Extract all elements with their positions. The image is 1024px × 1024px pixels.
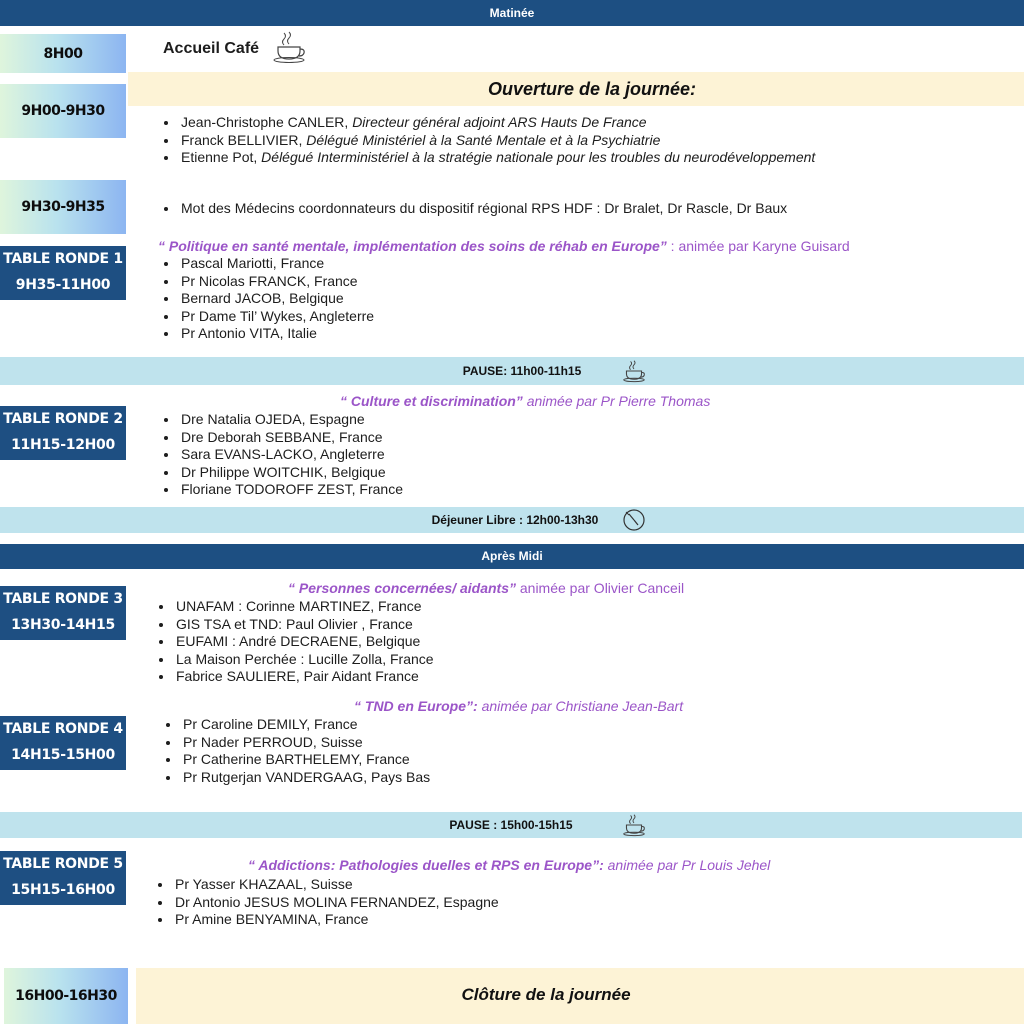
list-item: • Floriane TODOROFF ZEST, France xyxy=(179,481,403,499)
list-item: • Pascal Mariotti, France xyxy=(179,255,374,273)
list-item: • Pr Dame Til’ Wykes, Angleterre xyxy=(179,308,374,326)
list-item: • Bernard JACOB, Belgique xyxy=(179,290,374,308)
table-1-speakers xyxy=(161,255,374,343)
pause-1-bar xyxy=(0,357,1024,385)
list-item: • Franck BELLIVIER, Délégué Ministériel à la Santé Mentale et à la Psychiatrie xyxy=(179,132,815,150)
opening-title: Ouverture de la journée: xyxy=(487,79,697,99)
list-item: • Pr Nicolas FRANCK, France xyxy=(179,273,374,291)
table-label: TABLE RONDE 5 xyxy=(3,856,123,872)
table-time: 15H15-16H00 xyxy=(11,882,115,898)
table-ronde-5-box xyxy=(0,851,126,905)
list-item: • Pr Caroline DEMILY, France xyxy=(181,716,430,734)
table-3-speakers xyxy=(156,598,434,686)
list-item: • Pr Catherine BARTHELEMY, France xyxy=(181,751,430,769)
table-time: 14H15-15H00 xyxy=(11,747,115,763)
list-item: • Dr Antonio JESUS MOLINA FERNANDEZ, Espagne xyxy=(173,894,499,912)
coffee-cup-icon xyxy=(270,30,308,64)
table-label: TABLE RONDE 1 xyxy=(3,251,123,267)
table-ronde-1-box xyxy=(0,246,126,300)
pause-2-label: PAUSE : 15h00-15h15 xyxy=(449,818,573,832)
table-time: 9H35-11H00 xyxy=(15,277,111,293)
list-item: • Pr Nader PERROUD, Suisse xyxy=(181,734,430,752)
list-item: • Mot des Médecins coordonnateurs du dispositif régional RPS HDF : Dr Bralet, Dr Rascle, Dr Baux xyxy=(179,200,787,218)
table-label: TABLE RONDE 4 xyxy=(3,721,123,737)
opening-speakers xyxy=(161,114,815,167)
list-item: • Pr Rutgerjan VANDERGAAG, Pays Bas xyxy=(181,769,430,787)
list-item: • Etienne Pot, Délégué Interministériel à la stratégie nationale pour les troubles du neurodéveloppement xyxy=(179,149,815,167)
list-item: • Sara EVANS-LACKO, Angleterre xyxy=(179,446,403,464)
time-opening: 9H00-9H30 xyxy=(0,84,126,138)
list-item: • UNAFAM : Corinne MARTINEZ, France xyxy=(174,598,434,616)
table-time: 13H30-14H15 xyxy=(11,617,115,633)
time-8h00: 8H00 xyxy=(0,34,126,73)
table-ronde-3-box xyxy=(0,586,126,640)
afternoon-header: Après Midi xyxy=(0,544,1024,569)
doctors-list xyxy=(161,200,787,218)
table-label: TABLE RONDE 3 xyxy=(3,591,123,607)
list-item: • Pr Yasser KHAZAAL, Suisse xyxy=(173,876,499,894)
table-3-topic: “ Personnes concernées/ aidants” animée par Olivier Canceil xyxy=(288,580,685,596)
list-item: • La Maison Perchée : Lucille Zolla, France xyxy=(174,651,434,669)
pause-2-bar xyxy=(0,812,1022,838)
time-doctors: 9H30-9H35 xyxy=(0,180,126,234)
table-ronde-4-box xyxy=(0,716,126,770)
coffee-cup-icon xyxy=(621,813,647,837)
table-5-topic: “ Addictions: Pathologies duelles et RPS en Europe”: animée par Pr Louis Jehel xyxy=(248,857,771,873)
table-2-topic: “ Culture et discrimination” animée par Pr Pierre Thomas xyxy=(340,393,711,409)
list-item: • GIS TSA et TND: Paul Olivier , France xyxy=(174,616,434,634)
time-closing: 16H00-16H30 xyxy=(4,968,128,1024)
list-item: • Dre Deborah SEBBANE, France xyxy=(179,429,403,447)
list-item: • Pr Amine BENYAMINA, France xyxy=(173,911,499,929)
list-item: • Dre Natalia OJEDA, Espagne xyxy=(179,411,403,429)
table-ronde-2-box xyxy=(0,406,126,460)
table-time: 11H15-12H00 xyxy=(11,437,115,453)
table-label: TABLE RONDE 2 xyxy=(3,411,123,427)
lunch-bar xyxy=(0,507,1024,533)
closing-title: Clôture de la journée xyxy=(461,985,631,1004)
list-item: • Fabrice SAULIERE, Pair Aidant France xyxy=(174,668,434,686)
lunch-label: Déjeuner Libre : 12h00-13h30 xyxy=(431,513,599,527)
list-item: • Pr Antonio VITA, Italie xyxy=(179,325,374,343)
coffee-cup-icon xyxy=(621,359,647,383)
clock-icon xyxy=(622,508,646,532)
morning-header: Matinée xyxy=(0,0,1024,26)
list-item: • Jean-Christophe CANLER, Directeur général adjoint ARS Hauts De France xyxy=(179,114,815,132)
welcome-label: Accueil Café xyxy=(163,40,260,57)
table-4-topic: “ TND en Europe”: animée par Christiane Jean-Bart xyxy=(354,698,684,714)
table-2-speakers xyxy=(161,411,403,499)
list-item: • EUFAMI : André DECRAENE, Belgique xyxy=(174,633,434,651)
table-4-speakers xyxy=(163,716,430,786)
pause-1-label: PAUSE: 11h00-11h15 xyxy=(462,364,582,378)
table-5-speakers xyxy=(155,876,499,929)
table-1-topic: “ Politique en santé mentale, implémentation des soins de réhab en Europe” : animée par Karyne Guisard xyxy=(158,238,850,254)
list-item: • Dr Philippe WOITCHIK, Belgique xyxy=(179,464,403,482)
